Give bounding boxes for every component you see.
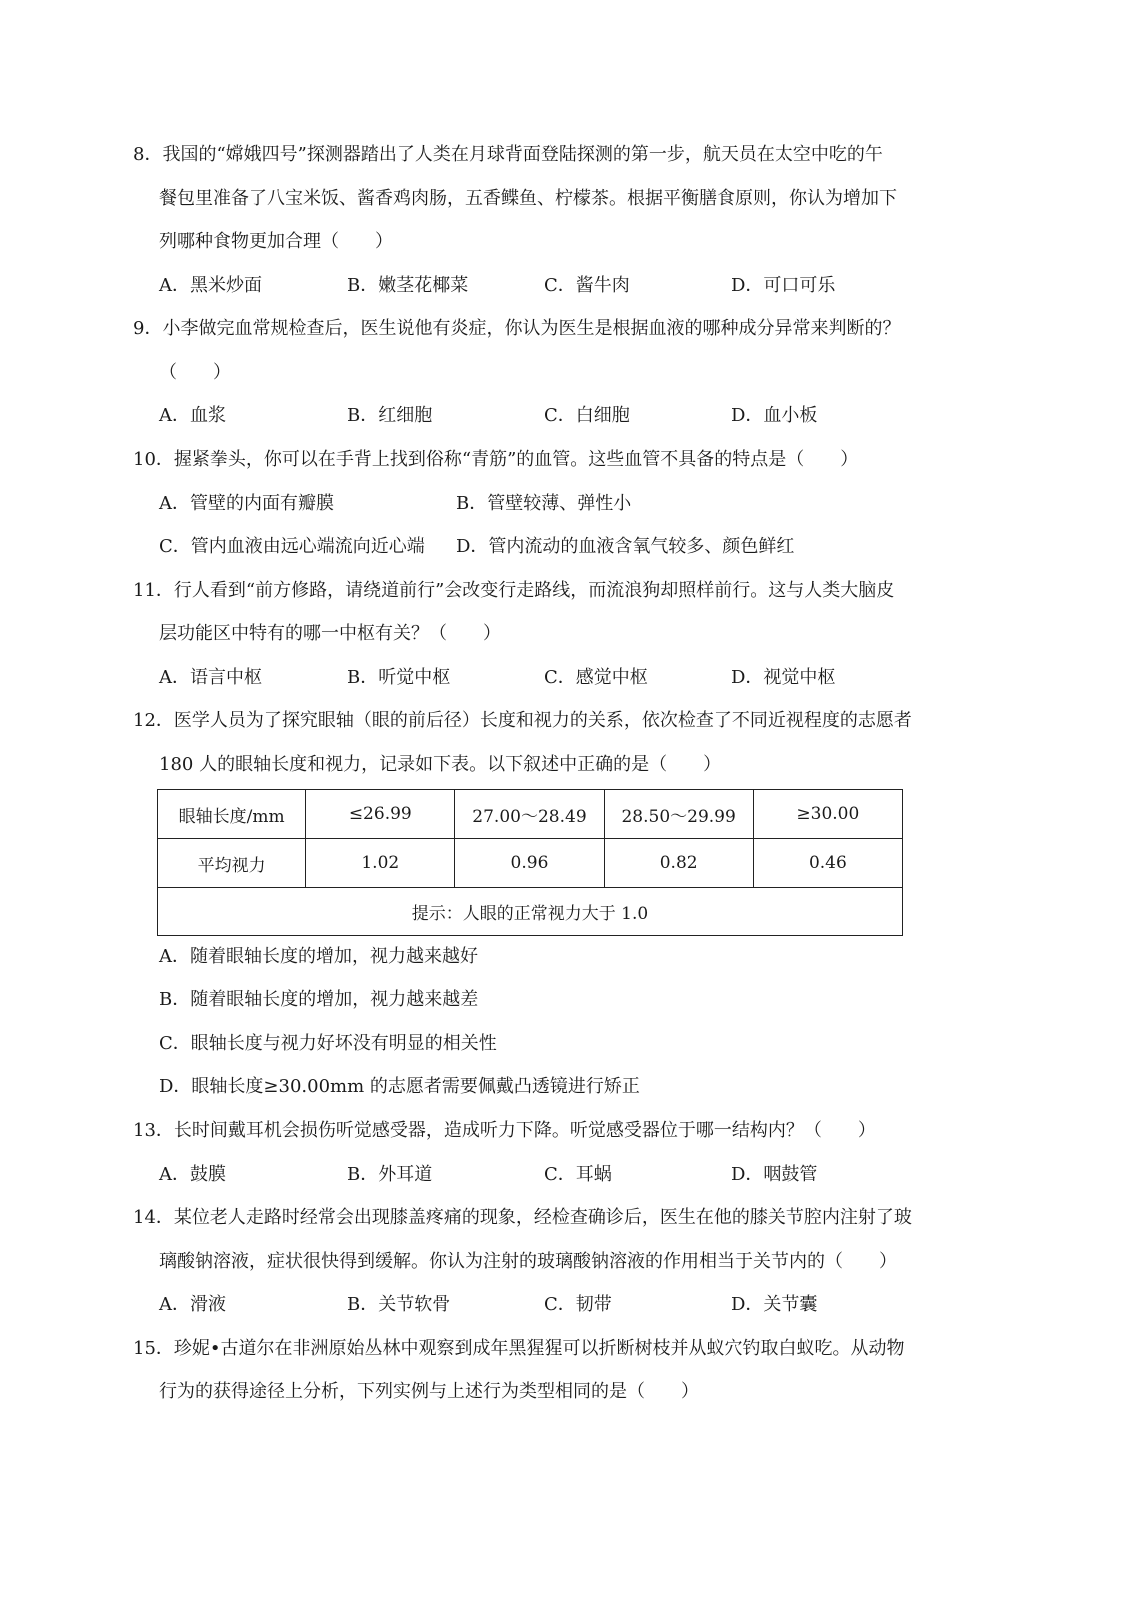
q12-line-2: 180 人的眼轴长度和视力，记录如下表。以下叙述中正确的是（ ） <box>159 754 722 775</box>
q9-option-c: C．白细胞 <box>544 405 630 426</box>
q11-option-d: D．视觉中枢 <box>731 667 836 688</box>
q10-option-b: B．管壁较薄、弹性小 <box>456 493 632 514</box>
q8-line-2: 餐包里准备了八宝米饭、酱香鸡肉肠，五香鲽鱼、柠檬茶。根据平衡膳食原则，你认为增加下 <box>159 188 897 209</box>
q10-line-1: 10．握紧拳头，你可以在手背上找到俗称“青筋”的血管。这些血管不具备的特点是（ ） <box>133 449 859 470</box>
q8-line-1: 8．我国的“嫦娥四号”探测器踏出了人类在月球背面登陆探测的第一步，航天员在太空中吃的午 <box>133 144 883 165</box>
q13-option-c: C．耳蜗 <box>544 1164 612 1185</box>
q12-option-d: D．眼轴长度≥30.00mm 的志愿者需要佩戴凸透镜进行矫正 <box>159 1076 640 1097</box>
q9-line-2: （ ） <box>159 362 231 383</box>
q14-option-d: D．关节囊 <box>731 1294 818 1315</box>
q8-option-a: A．黑米炒面 <box>159 275 262 296</box>
q8-option-c: C．酱牛肉 <box>544 275 630 296</box>
q14-option-a: A．滑液 <box>159 1294 226 1315</box>
table-row-axis-length <box>158 790 903 839</box>
q14-line-2: 璃酸钠溶液，症状很快得到缓解。你认为注射的玻璃酸钠溶液的作用相当于关节内的（ ） <box>159 1251 897 1272</box>
table-cell-range-3: 28.50～29.99 <box>604 790 753 839</box>
q12-option-c: C．眼轴长度与视力好坏没有明显的相关性 <box>159 1033 497 1054</box>
table-cell-range-1: ≤26.99 <box>306 790 455 839</box>
q11-option-b: B．听觉中枢 <box>347 667 451 688</box>
table-row-vision <box>158 839 903 888</box>
q15-line-2: 行为的获得途径上分析，下列实例与上述行为类型相同的是（ ） <box>159 1381 699 1402</box>
eye-axis-table <box>157 789 903 936</box>
table-cell-vision-4: 0.46 <box>753 839 902 888</box>
q8-option-d: D．可口可乐 <box>731 275 836 296</box>
q9-option-a: A．血浆 <box>159 405 226 426</box>
q9-line-1: 9．小李做完血常规检查后，医生说他有炎症，你认为医生是根据血液的哪种成分异常来判断的？ <box>133 318 901 339</box>
q14-line-1: 14．某位老人走路时经常会出现膝盖疼痛的现象，经检查确诊后，医生在他的膝关节腔内注射了玻 <box>133 1207 912 1228</box>
q13-option-b: B．外耳道 <box>347 1164 433 1185</box>
q8-line-3: 列哪种食物更加合理（ ） <box>159 231 393 252</box>
q11-option-c: C．感觉中枢 <box>544 667 648 688</box>
q14-option-c: C．韧带 <box>544 1294 612 1315</box>
table-hint: 提示：人眼的正常视力大于 1.0 <box>158 888 903 936</box>
q11-line-2: 层功能区中特有的哪一中枢有关？（ ） <box>159 623 501 644</box>
q13-option-d: D．咽鼓管 <box>731 1164 818 1185</box>
q8-option-b: B．嫩茎花椰菜 <box>347 275 469 296</box>
q11-line-1: 11．行人看到“前方修路，请绕道前行”会改变行走路线，而流浪狗却照样前行。这与人类大脑皮 <box>133 580 895 601</box>
q13-line-1: 13．长时间戴耳机会损伤听觉感受器，造成听力下降。听觉感受器位于哪一结构内？（ ） <box>133 1120 876 1141</box>
q10-option-d: D．管内流动的血液含氧气较多、颜色鲜红 <box>456 536 795 557</box>
q10-option-c: C．管内血液由远心端流向近心端 <box>159 536 425 557</box>
q10-option-a: A．管壁的内面有瓣膜 <box>159 493 334 514</box>
table-cell-vision-3: 0.82 <box>604 839 753 888</box>
q12-option-a: A．随着眼轴长度的增加，视力越来越好 <box>159 946 478 967</box>
table-label-axis-length: 眼轴长度/mm <box>158 790 306 839</box>
table-cell-vision-1: 1.02 <box>306 839 455 888</box>
q12-option-b: B．随着眼轴长度的增加，视力越来越差 <box>159 989 479 1010</box>
q13-option-a: A．鼓膜 <box>159 1164 226 1185</box>
q9-option-b: B．红细胞 <box>347 405 433 426</box>
q15-line-1: 15．珍妮•古道尔在非洲原始丛林中观察到成年黑猩猩可以折断树枝并从蚁穴钓取白蚁吃。从动物 <box>133 1338 905 1359</box>
table-cell-range-4: ≥30.00 <box>753 790 902 839</box>
q12-line-1: 12．医学人员为了探究眼轴（眼的前后径）长度和视力的关系，依次检查了不同近视程度的志愿者 <box>133 710 912 731</box>
table-row-hint <box>158 888 903 936</box>
table-cell-range-2: 27.00～28.49 <box>455 790 604 839</box>
table-cell-vision-2: 0.96 <box>455 839 604 888</box>
table-label-vision: 平均视力 <box>158 839 306 888</box>
q9-option-d: D．血小板 <box>731 405 818 426</box>
q11-option-a: A．语言中枢 <box>159 667 262 688</box>
q14-option-b: B．关节软骨 <box>347 1294 451 1315</box>
